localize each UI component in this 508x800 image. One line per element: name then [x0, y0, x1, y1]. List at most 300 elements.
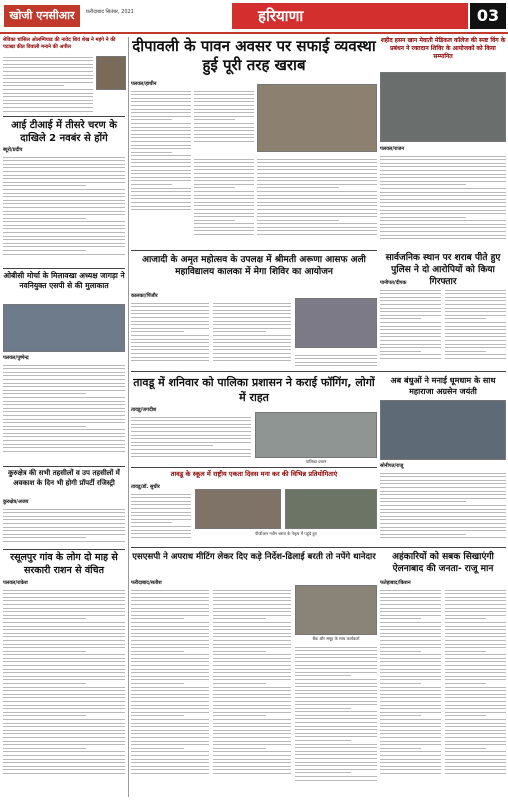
text-line: [380, 483, 506, 484]
text-line: [131, 640, 209, 641]
text-line: [380, 231, 506, 232]
text-line: [3, 64, 93, 65]
text-line: [380, 654, 441, 655]
text-line: [213, 644, 291, 645]
text-line: [380, 333, 441, 334]
text-line: [131, 101, 191, 102]
text-line: [380, 202, 506, 203]
text-line: [3, 433, 125, 434]
text-line: [380, 297, 441, 298]
text-line: [445, 726, 506, 727]
text-line: [213, 723, 291, 724]
text-line: [3, 705, 125, 706]
text-line: [213, 679, 291, 680]
text-line: [131, 658, 209, 659]
text-line: [3, 401, 125, 402]
text-line: [445, 676, 506, 677]
text-line: [295, 711, 377, 712]
text-line: [213, 654, 291, 655]
text-line: [257, 227, 377, 228]
text-line: [3, 733, 125, 734]
text-line: [445, 762, 506, 763]
text-line: [3, 773, 125, 774]
text-line: [213, 306, 291, 307]
article-body: [295, 352, 377, 370]
text-line: [213, 324, 291, 325]
text-line: [131, 715, 184, 716]
text-line: [131, 741, 209, 742]
text-line: [3, 611, 125, 612]
text-line: [3, 769, 125, 770]
text-line: [3, 85, 64, 86]
text-line: [445, 354, 506, 355]
text-line: [213, 705, 291, 706]
text-line: [257, 205, 377, 206]
byline: पानीपत/दीपक: [380, 280, 407, 286]
headline-ssp-meeting: एसएसपी ने अपराध मीटिंग लेकर दिए कड़े निर्देश-ढिलाई बरती तो नपेंगे थानेदार: [132, 552, 376, 562]
text-line: [380, 773, 441, 774]
text-line: [257, 173, 377, 174]
text-line: [194, 112, 254, 113]
text-line: [131, 313, 209, 314]
text-line: [295, 355, 377, 356]
text-line: [3, 96, 93, 97]
text-line: [3, 393, 86, 394]
text-line: [3, 644, 125, 645]
text-line: [131, 420, 251, 421]
text-line: [295, 751, 377, 752]
headline-liquor-arrest: सार्वजनिक स्थान पर शराब पीते हुए पुलिस ने दो आरोपियों को किया गिरफ्तार: [385, 253, 501, 287]
text-line: [131, 145, 191, 146]
text-line: [445, 694, 506, 695]
text-line: [445, 661, 506, 662]
text-line: [3, 193, 125, 194]
text-line: [131, 608, 209, 609]
news-photo: [3, 304, 125, 352]
text-line: [3, 661, 125, 662]
text-line: [194, 234, 254, 235]
text-line: [213, 608, 291, 609]
text-line: [213, 719, 291, 720]
text-line: [194, 101, 254, 102]
text-line: [3, 221, 125, 222]
text-line: [257, 202, 377, 203]
text-line: [194, 98, 254, 99]
text-line: [445, 737, 506, 738]
text-line: [445, 293, 506, 294]
text-line: [131, 324, 209, 325]
text-line: [257, 177, 377, 178]
divider: [131, 467, 377, 468]
text-line: [131, 127, 191, 128]
text-line: [131, 94, 191, 95]
text-line: [380, 354, 441, 355]
text-line: [131, 449, 251, 450]
text-line: [213, 342, 291, 343]
text-line: [445, 322, 506, 323]
text-line: [131, 303, 209, 304]
text-line: [131, 723, 209, 724]
byline: कालका/पिंजौर: [131, 293, 158, 299]
text-line: [380, 293, 441, 294]
text-line: [257, 159, 377, 160]
text-line: [3, 93, 93, 94]
text-line: [3, 509, 125, 510]
text-line: [295, 708, 351, 709]
text-line: [380, 523, 506, 524]
text-line: [213, 615, 291, 616]
text-line: [131, 152, 172, 153]
news-photo-school: [195, 489, 281, 529]
text-line: [131, 321, 209, 322]
text-line: [131, 644, 209, 645]
text-line: [3, 737, 125, 738]
text-line: [380, 661, 441, 662]
text-line: [3, 519, 125, 520]
text-line: [3, 633, 125, 634]
text-line: [445, 318, 486, 319]
text-line: [3, 723, 125, 724]
text-line: [3, 669, 125, 670]
text-line: [295, 668, 377, 669]
text-line: [3, 600, 125, 601]
text-line: [445, 347, 506, 348]
text-line: [295, 780, 377, 781]
text-line: [445, 593, 506, 594]
text-line: [131, 494, 191, 495]
text-line: [380, 669, 441, 670]
text-line: [380, 480, 506, 481]
text-line: [131, 626, 209, 627]
text-line: [131, 633, 209, 634]
text-line: [3, 626, 125, 627]
text-line: [213, 647, 291, 648]
text-line: [257, 223, 377, 224]
text-line: [3, 744, 125, 745]
text-line: [445, 644, 506, 645]
text-line: [295, 772, 351, 773]
text-line: [194, 213, 254, 214]
text-line: [445, 751, 506, 752]
text-line: [295, 683, 377, 684]
divider: [3, 268, 125, 269]
article-body: [213, 300, 291, 370]
text-line: [131, 195, 191, 196]
text-line: [213, 697, 291, 698]
text-line: [3, 203, 125, 204]
text-line: [3, 712, 125, 713]
text-line: [380, 676, 441, 677]
text-line: [380, 304, 441, 305]
byline: पलवल/राकेश: [3, 580, 28, 586]
text-line: [445, 748, 486, 749]
text-line: [131, 651, 184, 652]
text-line: [213, 658, 291, 659]
text-line: [295, 679, 377, 680]
text-line: [380, 505, 506, 506]
text-line: [131, 751, 209, 752]
text-line: [445, 708, 506, 709]
divider: [3, 466, 125, 467]
text-line: [380, 227, 506, 228]
text-line: [380, 224, 506, 225]
text-line: [213, 712, 291, 713]
text-line: [131, 206, 191, 207]
text-line: [380, 723, 441, 724]
text-line: [131, 618, 184, 619]
text-line: [380, 217, 466, 218]
byline: पलवल/राजन: [380, 146, 405, 152]
text-line: [3, 175, 125, 176]
text-line: [213, 751, 291, 752]
text-line: [257, 230, 377, 231]
text-line: [194, 123, 254, 124]
text-line: [445, 647, 506, 648]
text-line: [445, 344, 506, 345]
text-line: [380, 537, 506, 538]
text-line: [445, 629, 506, 630]
text-line: [131, 636, 209, 637]
text-line: [445, 654, 506, 655]
text-line: [445, 615, 506, 616]
text-line: [3, 422, 125, 423]
text-line: [3, 512, 125, 513]
text-line: [380, 308, 441, 309]
text-line: [131, 661, 209, 662]
text-line: [213, 687, 291, 688]
text-line: [131, 679, 209, 680]
text-line: [380, 604, 441, 605]
text-line: [3, 672, 125, 673]
text-line: [131, 180, 191, 181]
text-line: [295, 650, 377, 651]
text-line: [3, 534, 125, 535]
text-line: [3, 608, 125, 609]
text-line: [445, 640, 506, 641]
headline-iti-admission: आई टीआई में तीसरे चरण के दाखिले 2 नवबंर से होंगे: [11, 120, 117, 144]
text-line: [131, 435, 251, 436]
text-line: [295, 654, 377, 655]
text-line: [380, 159, 506, 160]
text-line: [380, 509, 506, 510]
text-line: [445, 297, 506, 298]
text-line: [131, 600, 209, 601]
text-line: [380, 683, 421, 684]
text-line: [194, 220, 235, 221]
text-line: [3, 254, 125, 255]
text-line: [445, 672, 506, 673]
text-line: [213, 633, 291, 634]
text-line: [3, 751, 125, 752]
text-line: [3, 658, 125, 659]
text-line: [131, 690, 209, 691]
article-body: [131, 414, 251, 464]
text-line: [445, 755, 506, 756]
headline-fogging: तावडू में शनिवार को पालिका प्रशासन ने कराई फॉगिंग, लोगों में राहत: [133, 376, 375, 404]
text-line: [131, 116, 191, 117]
text-line: [131, 209, 191, 210]
news-photo-garbage: [257, 84, 377, 152]
text-line: [380, 188, 506, 189]
text-line: [131, 427, 251, 428]
text-line: [213, 690, 291, 691]
text-line: [194, 119, 235, 120]
text-line: [131, 188, 191, 189]
text-line: [3, 211, 125, 212]
text-line: [131, 512, 191, 513]
text-line: [131, 697, 209, 698]
text-line: [3, 741, 125, 742]
text-line: [194, 169, 254, 170]
text-line: [131, 453, 251, 454]
text-line: [194, 202, 254, 203]
text-line: [213, 744, 291, 745]
byline: फरीदाबाद/सतीश: [131, 580, 162, 586]
text-line: [131, 431, 251, 432]
text-line: [380, 491, 506, 492]
text-line: [380, 737, 441, 738]
text-line: [380, 336, 441, 337]
text-line: [380, 679, 441, 680]
text-line: [445, 611, 506, 612]
text-line: [131, 733, 209, 734]
text-line: [295, 686, 377, 687]
text-line: [3, 444, 125, 445]
text-line: [3, 541, 125, 542]
text-line: [3, 89, 93, 90]
text-line: [131, 526, 191, 527]
text-line: [445, 336, 506, 337]
text-line: [3, 683, 86, 684]
text-line: [213, 622, 291, 623]
text-line: [380, 322, 441, 323]
text-line: [131, 730, 209, 731]
text-line: [445, 705, 506, 706]
text-line: [131, 672, 209, 673]
text-line: [3, 182, 125, 183]
text-line: [295, 736, 377, 737]
text-line: [3, 236, 125, 237]
text-line: [380, 326, 441, 327]
text-line: [445, 304, 506, 305]
article-body: [131, 491, 191, 543]
text-line: [194, 230, 254, 231]
text-line: [257, 195, 377, 196]
text-line: [131, 647, 209, 648]
text-line: [3, 597, 125, 598]
divider: [131, 250, 377, 251]
text-line: [213, 604, 291, 605]
text-line: [445, 315, 506, 316]
text-line: [131, 597, 209, 598]
text-line: [445, 741, 506, 742]
text-line: [131, 719, 209, 720]
text-line: [380, 347, 441, 348]
article-body: [194, 156, 254, 248]
text-line: [131, 335, 209, 336]
text-line: [380, 340, 441, 341]
text-line: [380, 759, 441, 760]
text-line: [131, 162, 191, 163]
text-line: [445, 730, 506, 731]
text-line: [213, 651, 266, 652]
text-line: [3, 75, 93, 76]
text-line: [3, 232, 125, 233]
headline-diwali-sanitation: दीपावली के पावन अवसर पर सफाई व्यवस्था हुई पूरी तरह खराब: [132, 37, 376, 74]
text-line: [131, 424, 251, 425]
byline: सोनीपत/राजू: [380, 463, 404, 469]
text-line: [131, 604, 209, 605]
text-line: [445, 697, 506, 698]
text-line: [380, 644, 441, 645]
text-line: [380, 712, 441, 713]
text-line: [131, 629, 209, 630]
text-line: [3, 383, 125, 384]
article-body: [295, 644, 377, 797]
article-body: [380, 470, 506, 546]
text-line: [3, 530, 125, 531]
text-line: [380, 181, 506, 182]
text-line: [213, 755, 291, 756]
text-line: [131, 687, 209, 688]
text-line: [131, 105, 191, 106]
text-line: [257, 187, 339, 188]
text-line: [131, 537, 191, 538]
headline-unity-day: तावडू के स्कूल में राष्ट्रीय एकता दिवस मना कर की विभिन्न प्रतियोगिताएं: [170, 470, 338, 478]
text-line: [295, 740, 351, 741]
text-line: [194, 227, 254, 228]
text-line: [131, 737, 209, 738]
text-line: [3, 719, 125, 720]
text-line: [257, 180, 377, 181]
text-line: [380, 498, 506, 499]
text-line: [194, 162, 254, 163]
text-line: [131, 306, 209, 307]
text-line: [131, 533, 191, 534]
byline: कुरुक्षेत्र/अजय: [3, 499, 29, 505]
text-line: [295, 762, 377, 763]
section-title: हरियाणा: [232, 3, 468, 29]
text-line: [445, 690, 506, 691]
text-line: [445, 608, 506, 609]
text-line: [3, 189, 125, 190]
text-line: [3, 647, 125, 648]
headline-agrasen-jayanti: अब बंधुओं ने मनाई धूमधाम के साथ महाराजा अग्रसेन जयंती: [390, 376, 496, 396]
text-line: [380, 300, 441, 301]
text-line: [295, 726, 377, 727]
text-line: [3, 640, 125, 641]
text-line: [3, 196, 125, 197]
text-line: [194, 191, 254, 192]
text-line: [380, 311, 441, 312]
text-line: [3, 654, 125, 655]
text-line: [213, 769, 291, 770]
text-line: [213, 773, 291, 774]
column-divider: [128, 37, 129, 797]
text-line: [194, 137, 254, 138]
text-line: [213, 357, 291, 358]
text-line: [213, 766, 291, 767]
text-line: [445, 358, 506, 359]
text-line: [131, 184, 172, 185]
text-line: [380, 665, 441, 666]
text-line: [3, 523, 125, 524]
news-photo: [285, 489, 377, 529]
text-line: [213, 762, 291, 763]
article-body: [194, 88, 254, 150]
text-line: [194, 180, 254, 181]
text-line: [257, 234, 377, 235]
